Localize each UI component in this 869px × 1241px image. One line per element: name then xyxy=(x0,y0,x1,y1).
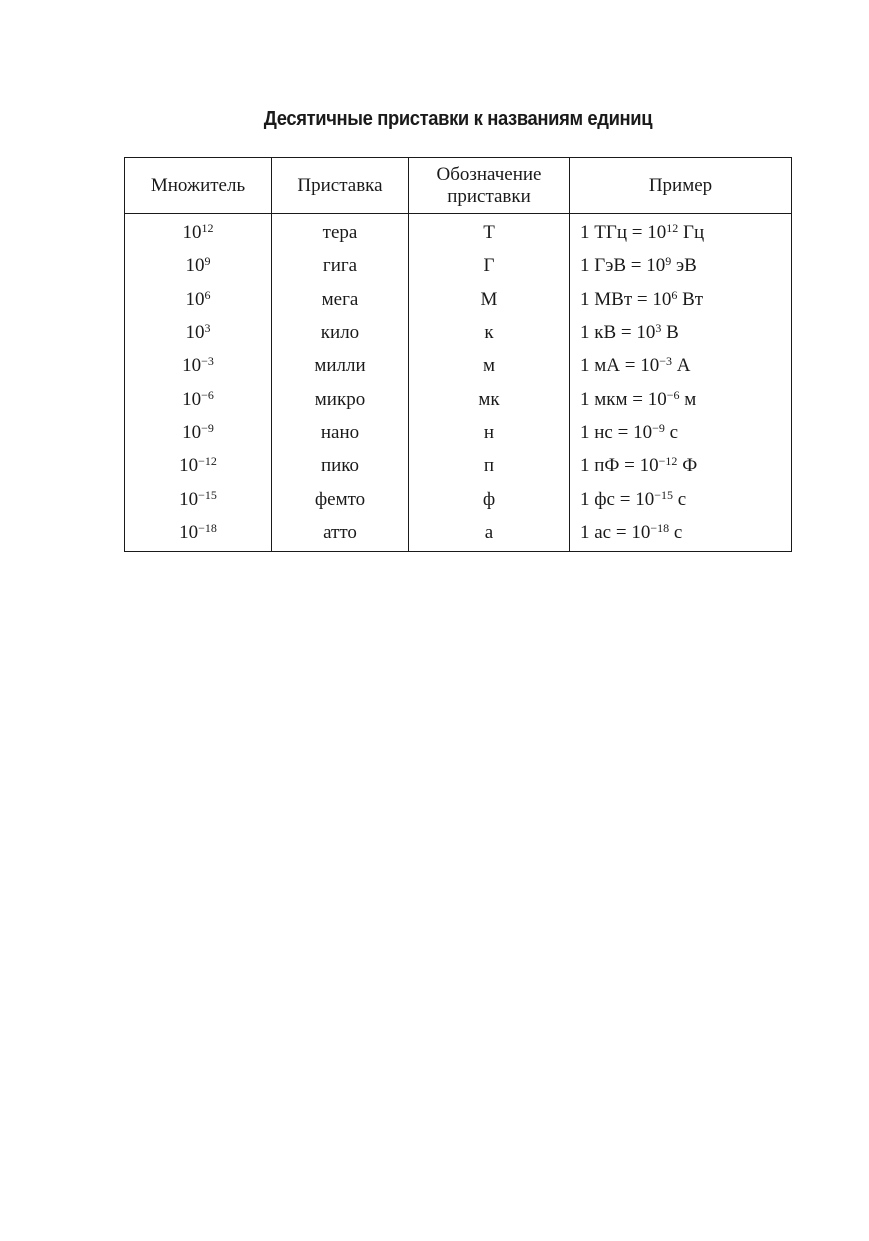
multiplier-cell xyxy=(125,516,272,552)
multiplier-exponent: −6 xyxy=(201,387,214,402)
example-cell xyxy=(570,249,792,282)
table-row xyxy=(125,482,792,515)
multiplier-cell xyxy=(125,316,272,349)
multiplier-cell xyxy=(125,283,272,316)
multiplier-cell xyxy=(125,482,272,515)
multiplier-base: 10 xyxy=(179,488,199,510)
multiplier-exponent: 12 xyxy=(201,221,214,236)
prefix-cell: пико xyxy=(272,449,409,482)
prefix-cell: мега xyxy=(272,283,409,316)
symbol-cell: а xyxy=(409,516,570,552)
example-lhs: 1 ТГц = 10 xyxy=(580,222,667,244)
example-unit: Ф xyxy=(677,455,698,477)
example-unit: с xyxy=(669,521,683,543)
prefix-cell: тера xyxy=(272,214,409,250)
prefix-cell: гига xyxy=(272,249,409,282)
prefix-cell: фемто xyxy=(272,482,409,515)
multiplier-base: 10 xyxy=(185,288,205,310)
multiplier-exponent: −3 xyxy=(201,354,214,369)
prefix-cell: кило xyxy=(272,316,409,349)
header-multiplier: Множитель xyxy=(125,158,272,214)
example-exponent: 9 xyxy=(665,254,672,269)
multiplier-exponent: −9 xyxy=(201,420,214,435)
symbol-cell: Г xyxy=(409,249,570,282)
example-lhs: 1 ас = 10 xyxy=(580,521,651,543)
example-exponent: 12 xyxy=(666,221,679,236)
example-unit: с xyxy=(664,421,679,443)
table-row xyxy=(125,449,792,482)
example-lhs: 1 ГэВ = 10 xyxy=(580,255,666,277)
symbol-cell: м xyxy=(409,349,570,382)
example-cell xyxy=(570,214,792,250)
symbol-cell: к xyxy=(409,316,570,349)
multiplier-exponent: 9 xyxy=(204,254,211,269)
table-row xyxy=(125,516,792,552)
multiplier-cell xyxy=(125,349,272,382)
example-lhs: 1 кВ = 10 xyxy=(580,322,656,344)
example-unit: Гц xyxy=(678,222,705,244)
multiplier-base: 10 xyxy=(179,455,199,477)
multiplier-cell xyxy=(125,449,272,482)
table-header-row xyxy=(125,158,792,214)
multiplier-cell xyxy=(125,249,272,282)
multiplier-base: 10 xyxy=(185,322,205,344)
example-lhs: 1 МВт = 10 xyxy=(580,288,672,310)
example-lhs: 1 нс = 10 xyxy=(580,421,653,443)
example-exponent: −9 xyxy=(652,420,665,435)
example-exponent: −12 xyxy=(658,454,678,469)
table-row xyxy=(125,214,792,250)
example-lhs: 1 пФ = 10 xyxy=(580,455,659,477)
multiplier-exponent: 3 xyxy=(204,321,211,336)
header-symbol xyxy=(409,158,570,214)
multiplier-base: 10 xyxy=(182,355,202,377)
example-cell xyxy=(570,382,792,415)
multiplier-cell xyxy=(125,382,272,415)
example-cell xyxy=(570,416,792,449)
symbol-cell: н xyxy=(409,416,570,449)
header-symbol-line2: приставки xyxy=(447,185,531,207)
example-unit: Вт xyxy=(677,288,704,310)
symbol-cell: п xyxy=(409,449,570,482)
example-unit: В xyxy=(661,322,679,344)
example-exponent: 6 xyxy=(671,287,678,302)
example-unit: А xyxy=(672,355,691,377)
example-exponent: −6 xyxy=(666,387,680,402)
header-prefix: Приставка xyxy=(272,158,409,214)
table-row xyxy=(125,283,792,316)
multiplier-exponent: −18 xyxy=(198,520,217,535)
multiplier-cell xyxy=(125,214,272,250)
symbol-cell: мк xyxy=(409,382,570,415)
example-lhs: 1 мкм = 10 xyxy=(580,388,667,410)
example-unit: м xyxy=(679,388,697,410)
example-unit: с xyxy=(673,488,687,510)
table-row xyxy=(125,382,792,415)
table-row xyxy=(125,249,792,282)
prefix-table xyxy=(124,157,792,552)
page-title: Десятичные приставки к названиям единиц xyxy=(263,108,653,130)
table-row xyxy=(125,349,792,382)
example-unit: эВ xyxy=(671,255,697,277)
example-exponent: −15 xyxy=(654,487,673,502)
multiplier-base: 10 xyxy=(185,255,205,277)
example-exponent: 3 xyxy=(655,321,662,336)
prefix-cell: атто xyxy=(272,516,409,552)
prefix-cell: милли xyxy=(272,349,409,382)
example-cell xyxy=(570,349,792,382)
example-lhs: 1 фс = 10 xyxy=(580,488,655,510)
example-cell xyxy=(570,283,792,316)
multiplier-exponent: 6 xyxy=(204,287,211,302)
header-example: Пример xyxy=(570,158,792,214)
multiplier-base: 10 xyxy=(179,521,199,543)
example-cell xyxy=(570,449,792,482)
multiplier-exponent: −12 xyxy=(198,454,217,469)
example-lhs: 1 мА = 10 xyxy=(580,355,660,377)
symbol-cell: ф xyxy=(409,482,570,515)
prefix-cell: микро xyxy=(272,382,409,415)
example-exponent: −18 xyxy=(650,520,670,535)
header-symbol-line1: Обозначение xyxy=(436,163,542,185)
example-cell xyxy=(570,316,792,349)
table-row xyxy=(125,416,792,449)
multiplier-base: 10 xyxy=(182,222,202,244)
prefix-cell: нано xyxy=(272,416,409,449)
multiplier-exponent: −15 xyxy=(198,487,217,502)
example-exponent: −3 xyxy=(659,354,672,369)
multiplier-base: 10 xyxy=(182,421,202,443)
table-row xyxy=(125,316,792,349)
example-cell xyxy=(570,516,792,552)
example-cell xyxy=(570,482,792,515)
multiplier-base: 10 xyxy=(182,388,202,410)
multiplier-cell xyxy=(125,416,272,449)
symbol-cell: Т xyxy=(409,214,570,250)
symbol-cell: М xyxy=(409,283,570,316)
